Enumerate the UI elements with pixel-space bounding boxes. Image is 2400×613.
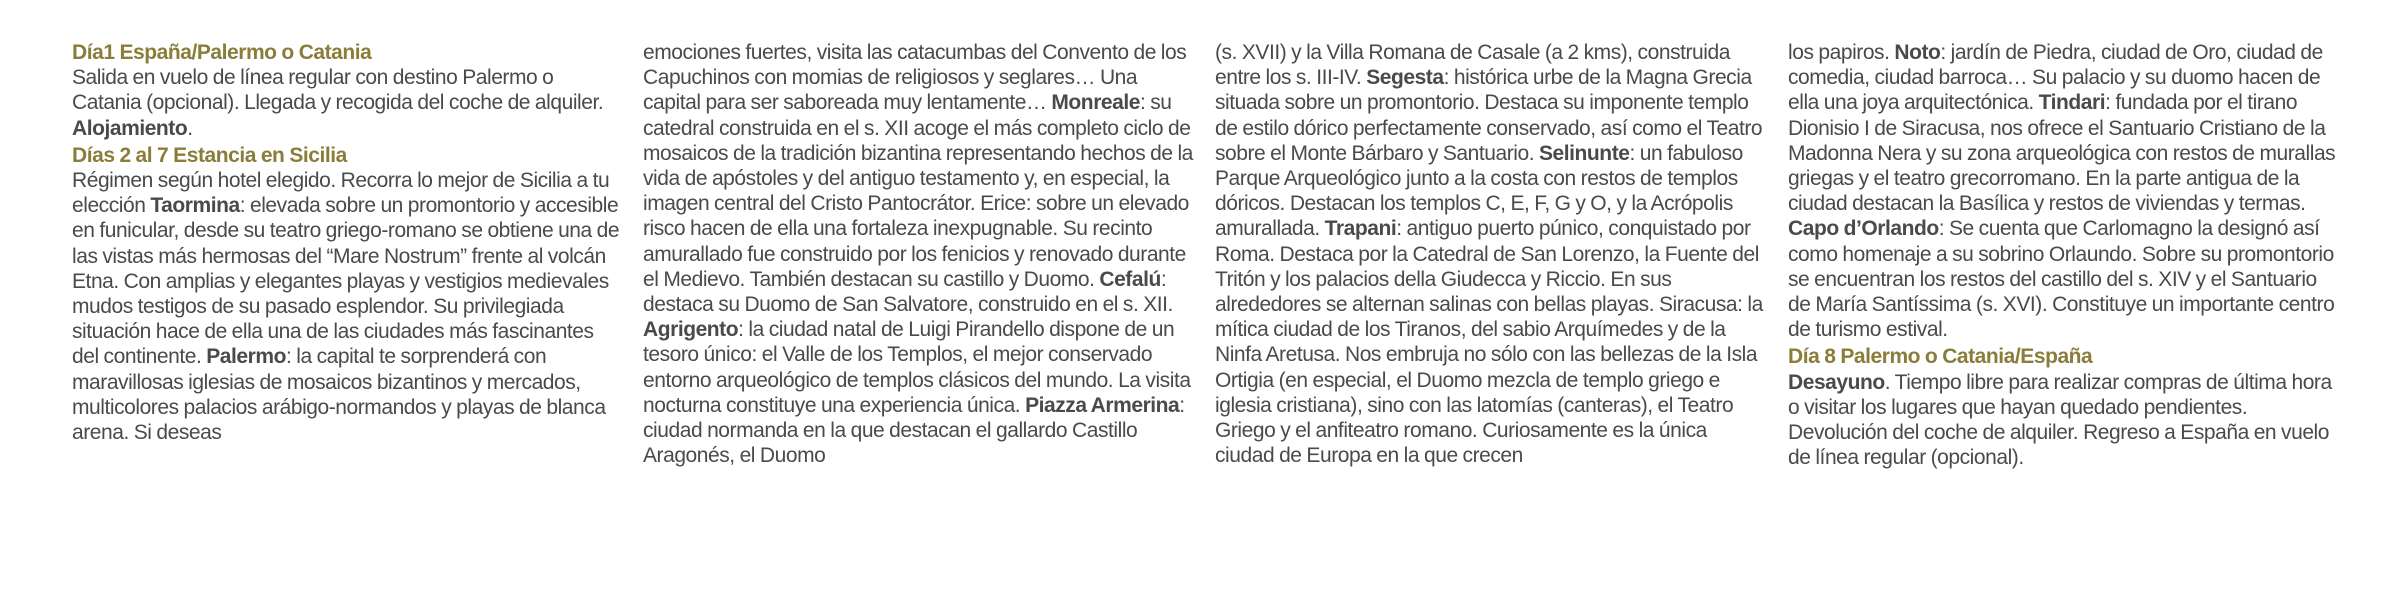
day-1-heading: Día1 España/Palermo o Catania	[72, 41, 372, 64]
days-2-7-text-part2: emociones fuertes, visita las catacumbas del Convento de los Capuchinos con momias de religiosos y seglares… Una capital para ser saboreada muy lentamente… Monreale: su catedral construida en el s. XII acoge el más completo ciclo de mosaicos de la tradición bizantina representando hechos de la vida de apóstoles y del antiguo testamento y, en especial, la imagen central del Cristo Pantocrátor. Erice: sobre un elevado risco hacen de ella una fortaleza inexpugnable. Su recinto amurallado fue construido por los fenicios y renovado durante el Medievo. También destacan su castillo y Duomo. Cefalú: destaca su Duomo de San Salvatore, construido en el s. XII. Agrigento: la ciudad natal de Luigi Pirandello dispone de un tesoro único: el Valle de los Templos, el mejor conservado entorno arqueológico de templos clásicos del mundo. La visita nocturna constituye una experiencia única. Piazza Armerina: ciudad normanda en la que destacan el gallardo Castillo Aragonés, el Duomo	[643, 41, 1193, 468]
text-column-4	[1788, 40, 2340, 472]
palermo-text-start: : la capital te sorprenderá con maravillosas iglesias de mosaicos bizantinos y mercados, multicolores palacios arábigo-normandos y playas de blanca arena. Si deseas	[72, 345, 606, 445]
days-2-7-text-part1: Régimen según hotel elegido. Recorra lo mejor de Sicilia a tu elección Taormina: elevada sobre un promontorio y accesible en funicular, desde su teatro griego-romano se obtiene una de las vistas más hermosas del “Mare Nostrum” frente al volcán Etna. Con amplias y elegantes playas y vestigios medievales mudos testigos de su pasado esplendor. Su privilegiada situación hace de ella una de las ciudades más fascinantes del continente. Palermo: la capital te sorprenderá con maravillosas iglesias de mosaicos bizantinos y mercados, multicolores palacios arábigo-normandos y playas de blanca arena. Si deseas	[72, 169, 620, 445]
text-column-3	[1215, 40, 1767, 470]
days-2-7-heading: Días 2 al 7 Estancia en Sicilia	[72, 143, 347, 167]
day-1-text: Salida en vuelo de línea regular con destino Palermo o Catania (opcional). Llegada y recogida del coche de alquiler. Alojamiento.	[72, 66, 604, 140]
days-2-7-text-part4: los papiros. Noto: jardín de Piedra, ciudad de Oro, ciudad de comedia, ciudad barroca… Su palacio y su duomo hacen de ella una joya arquitectónica. Tindari: fundada por el tirano Dionisio I de Siracusa, nos ofrece el Santuario Cristiano de la Madonna Nera y su zona arqueológica con restos de murallas griegas y el teatro grecorromano. En la parte antigua de la ciudad destacan la Basílica y restos de viviendas y termas. Capo d’Orlando: Se cuenta que Carlomagno la designó así como homenaje a su sobrino Orlaundo. Sobre su promontorio se encuentran los restos del castillo del s. XIV y el Santuario de María Santíssima (s. XVI). Constituye un importante centro de turismo estival.	[1788, 41, 2336, 342]
text-column-1	[72, 40, 624, 447]
day-8-heading: Día 8 Palermo o Catania/España	[1788, 345, 2093, 369]
text-column-2	[643, 40, 1195, 470]
days-2-7-text-part3: (s. XVII) y la Villa Romana de Casale (a 2 kms), construida entre los s. III-IV. Segesta: histórica urbe de la Magna Grecia situada sobre un promontorio. Destaca su imponente templo de estilo dórico perfectamente conservado, así como el Teatro sobre el Monte Bárbaro y Santuario. Selinunte: un fabuloso Parque Arqueológico junto a la costa con restos de templos dóricos. Destacan los templos C, E, F, G y O, y la Acrópolis amurallada. Trapani: antiguo puerto púnico, conquistado por Roma. Destaca por la Catedral de San Lorenzo, la Fuente del Tritón y los palacios della Giudecca y Riccio. En sus alrededores se alternan salinas con bellas playas. Siracusa: la mítica ciudad de los Tiranos, del sabio Arquímedes y de la Ninfa Aretusa. Nos embruja no sólo con las bellezas de la Isla Ortigia (en especial, el Duomo mezcla de templo griego e iglesia cristiana), sino con las latomías (canteras), el Teatro Griego y el anfiteatro romano. Curiosamente es la única ciudad de Europa en la que crecen	[1215, 41, 1763, 468]
day-8-text: Desayuno. Tiempo libre para realizar compras de última hora o visitar los lugares que hayan quedado pendientes. Devolución del coche de alquiler. Regreso a España en vuelo de línea regular (opcional).	[1788, 370, 2332, 470]
